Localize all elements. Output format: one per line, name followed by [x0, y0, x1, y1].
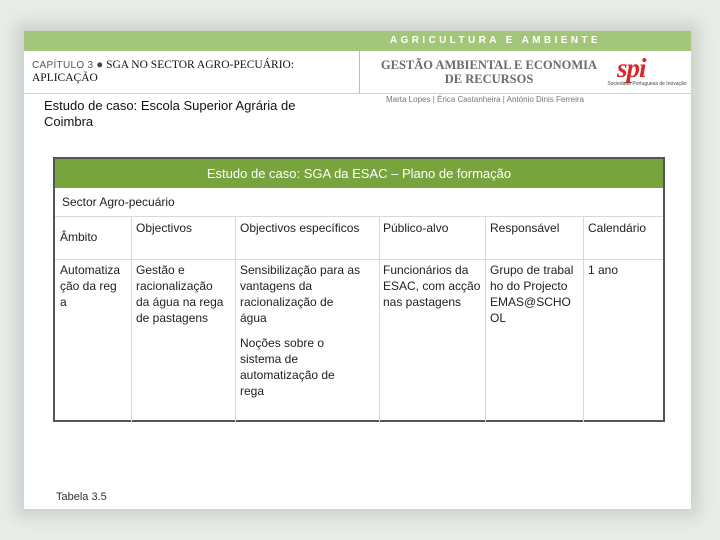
table-title: Estudo de caso: SGA da ESAC – Plano de formação [55, 159, 663, 188]
chapter-title-line1: SGA NO SECTOR AGRO-PECUÁRIO: [106, 59, 295, 71]
header-rule [24, 93, 691, 94]
cell-especificos-2: Noções sobre o sistema de automatização de rega [240, 336, 335, 398]
col-header-responsavel: Responsável [490, 221, 560, 235]
column-divider [583, 216, 584, 422]
spi-logo-subtitle: Sociedade Portuguesa de Inovação [607, 81, 687, 87]
chapter-heading [32, 59, 332, 85]
col-header-calendario: Calendário [588, 221, 647, 235]
column-divider [485, 216, 486, 422]
cell-publico-alvo: Funcionários da ESAC, com acção nas pastagens [383, 263, 481, 309]
book-title-line1: GESTÃO AMBIENTAL E ECONOMIA [380, 58, 598, 72]
column-divider [235, 216, 236, 422]
training-plan-table [53, 157, 665, 422]
book-title [379, 58, 599, 86]
table-caption: Tabela 3.5 [56, 491, 107, 503]
cell-especificos-1: Sensibilização para as vantagens da racionalização de água [240, 263, 361, 325]
col-header-ambito: Âmbito [60, 230, 98, 244]
column-divider [379, 216, 380, 422]
top-banner [24, 31, 691, 51]
column-divider [131, 216, 132, 422]
col-header-publico-alvo: Público-alvo [383, 221, 449, 235]
book-title-line2: DE RECURSOS [444, 72, 534, 86]
authors: Marta Lopes | Érica Castanheira | António Dinis Ferreira [386, 95, 585, 104]
row-divider [55, 259, 663, 260]
chapter-title-line2: APLICAÇÃO [32, 72, 98, 84]
slide-page [24, 31, 691, 509]
col-header-objectivos: Objectivos [136, 221, 193, 235]
header-divider [359, 51, 360, 93]
chapter-prefix: CAPÍTULO 3 [32, 60, 94, 71]
case-study-title: Estudo de caso: Escola Superior Agrária de Coimbra [44, 98, 296, 129]
chapter-bullet-icon: ● [96, 59, 104, 71]
cell-responsavel: Grupo de trabalho do Projecto EMAS@SCHOOL [490, 263, 574, 325]
spi-logo-mark: spi [617, 53, 646, 83]
row-divider [55, 216, 663, 217]
col-header-objectivos-especificos: Objectivos específicos [240, 221, 360, 235]
topbar-text: AGRICULTURA E AMBIENTE [389, 35, 601, 46]
sector-label: Sector Agro-pecuário [62, 195, 175, 209]
spi-logo [607, 53, 687, 91]
cell-calendario: 1 ano [588, 263, 619, 277]
cell-objectivos: Gestão e racionalização da água na rega de pastagens [136, 263, 224, 325]
cell-ambito: Automatização da rega [60, 263, 121, 309]
